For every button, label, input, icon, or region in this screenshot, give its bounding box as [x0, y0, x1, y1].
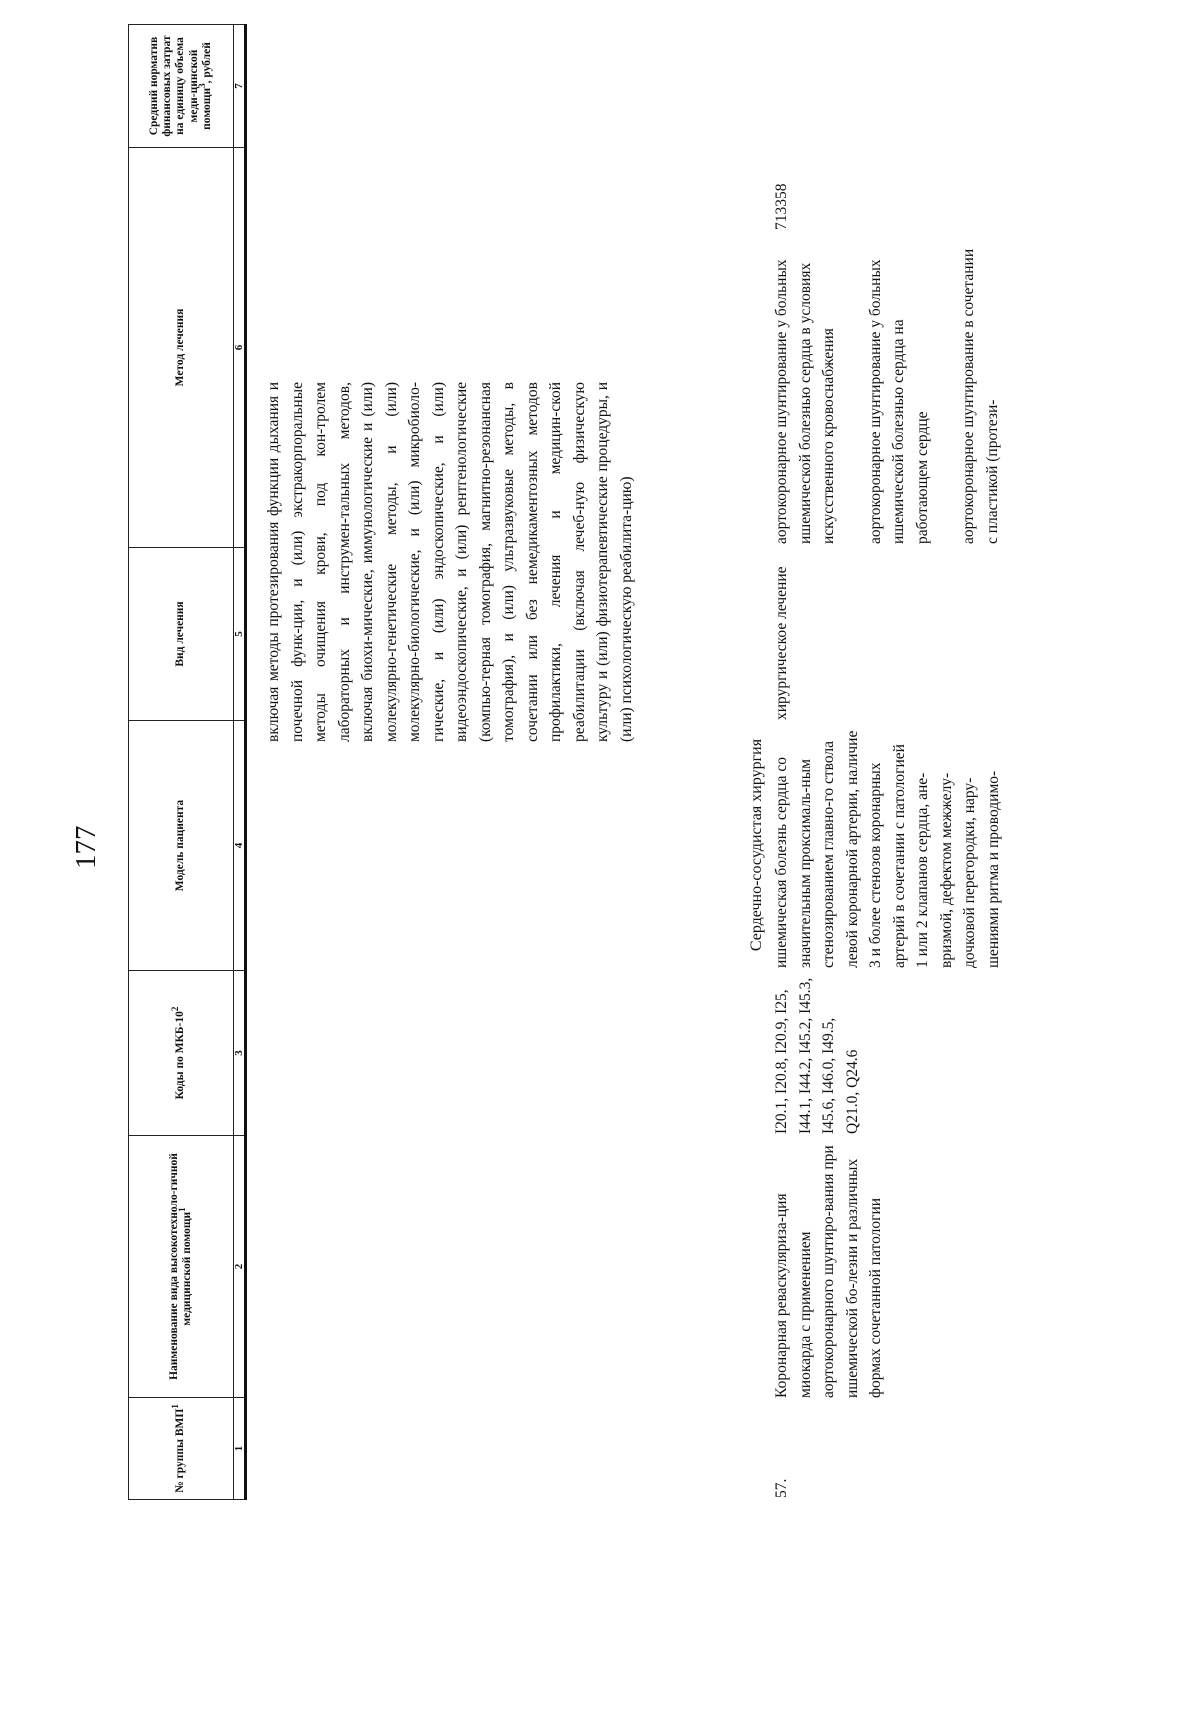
col-number: 5	[234, 548, 246, 721]
col-number: 4	[234, 721, 246, 971]
method-item: аортокоронарное шунтирование в сочетании с пластикой (протези-	[960, 248, 1001, 544]
col-header-treatment: Вид лечения	[129, 548, 234, 721]
col-header-group: № группы ВМП$^1$	[129, 1398, 234, 1500]
continued-method-text: включая методы протезирования функции дыхания и почечной функ-ции, и (или) экстракорпоральные методы очищения крови, под кон-тролем лабораторных и инструмен-тальных методов, включая биохи-мические, иммунологические и (или) молекулярно-генетические методы, и (или) молекулярно-биологические, и (или) микробиоло-гические, и (или) эндоскопические, и (или) видеоэндоскопические, и (или) рентгенологические (компью-терная томография, магнитно-резонансная томография), и (или) ультразвуковые методы, в сочетании или без немедикаментозных методов профилактики, лечения и медицин-ской реабилитации (включая лечеб-ную физическую культуру и (или) физиотерапевтические процедуры, и (или) психологическую реабилита-цию)	[265, 382, 635, 742]
patient-model	[770, 723, 1005, 968]
section-title: Сердечно-сосудистая хирургия	[748, 738, 765, 952]
cost-value: 713358	[773, 183, 790, 230]
col-header-codes: Коды по МКБ-$10^2$	[129, 971, 234, 1136]
method-item: аортокоронарное шунтирование у больных ишемической болезнью сердца на работающем сердце	[866, 259, 931, 544]
method-item: аортокоронарное шунтирование у больных ишемической болезнью сердца в условиях искусственного кровоснабжения	[773, 259, 837, 544]
treatment-methods	[770, 244, 1004, 544]
col-header-model: Модель пациента	[129, 721, 234, 971]
col-header-name: Наименование вида высокотехноло-гичной медицинской помощи$^1$	[129, 1136, 234, 1398]
col-number: 7	[234, 25, 246, 148]
col-number: 2	[234, 1136, 246, 1398]
col-header-cost: Средний норматив финансовых затрат на единицу объема меди-цинской помощи$^3$, рублей	[129, 25, 234, 148]
vmp-name: Коронарная реваскуляриза-ция миокарда с применением аортокоронарного шунтиро-вания при ишемической бо-лезни и различных формах сочетанной патологии	[773, 1145, 884, 1398]
icd-codes: I20.1, I20.8, I20.9, I25, I44.1, I44.2, I45.2, I45.3, I45.6, I46.0, I49.5, Q21.0, Q24.6	[773, 977, 861, 1134]
page-number: 177	[70, 825, 102, 869]
patient-model-part-2: 1 или 2 клапанов сердца, ане-вризмой, дефектом межжелу-дочковой перегородки, нару-шениями ритма и проводимо-	[914, 770, 1002, 968]
col-number: 3	[234, 971, 246, 1136]
col-header-method: Метод лечения	[129, 148, 234, 548]
treatment-type: хирургическое лечение	[773, 566, 790, 720]
table-header	[128, 24, 247, 1500]
patient-model-part-1: ишемическая болезнь сердца со значительным проксималь-ным стенозированием главно-го ствола левой коронарной артерии, наличие 3 и более стенозов коронарных артерий в сочетании с патологией	[773, 730, 908, 968]
group-number: 57.	[773, 1478, 790, 1498]
col-number: 1	[234, 1398, 246, 1500]
col-number: 6	[234, 148, 246, 548]
